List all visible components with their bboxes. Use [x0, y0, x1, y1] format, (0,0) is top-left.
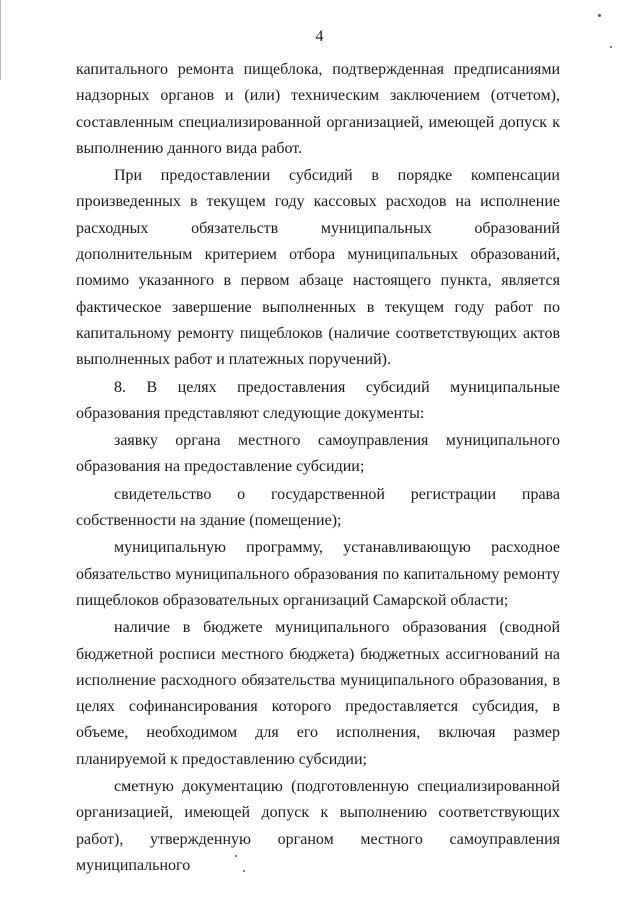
scan-speck [598, 14, 601, 17]
paragraph-continuation: капитального ремонта пищеблока, подтвержденная предписаниями надзорных органов и (или) техническим заключением (отчетом), составленным специализированной организацией, имеющей допуск к выполнению данного вида работ. [76, 61, 560, 157]
page-number: 4 [315, 28, 324, 45]
paragraph-subsidy-criteria: При предоставлении субсидий в порядке компенсации произведенных в текущем году кассовых расходов на исполнение расходных обязательств муниципальных образований дополнительным критерием отбора муниципальных образований, помимо указанного в первом абзаце настоящего пункта, является фактическое завершение выполненных в текущем году работ по капитальному ремонту пищеблоков (наличие соответствующих актов выполненных работ и платежных поручений). [76, 167, 560, 369]
paragraph-item-8: 8. В целях предоставления субсидий муниципальные образования представляют следующие документы: [76, 378, 560, 422]
paragraph-budget-allocations: наличие в бюджете муниципального образования (сводной бюджетной росписи местного бюджета) бюджетных ассигнований на исполнение расходного обязательства муниципального образования, в целях софинансирования которого предоставляется субсидия, в объеме, необходимом для его исполнения, включая размер планируемой к предоставлению субсидии; [76, 619, 560, 768]
paragraph-ownership-certificate: свидетельство о государственной регистрации права собственности на здание (помещение); [76, 485, 560, 530]
scan-speck [243, 870, 245, 872]
scan-speck [235, 855, 237, 857]
paragraph-municipal-program: муниципальную программу, устанавливающую расходное обязательство муниципального образования по капитальному ремонту пищеблоков образовательных организаций Самарской области; [76, 539, 560, 609]
document-body [76, 57, 560, 879]
paragraph-application: заявку органа местного самоуправления муниципального образования на предоставление субсидии; [76, 432, 560, 476]
scan-speck [610, 46, 612, 48]
paragraph-estimate-documentation: сметную документацию (подготовленную специализированной организацией, имеющей допуск к выполнению соответствующих работ), утвержденную органом местного самоуправления муниципального [76, 778, 560, 874]
